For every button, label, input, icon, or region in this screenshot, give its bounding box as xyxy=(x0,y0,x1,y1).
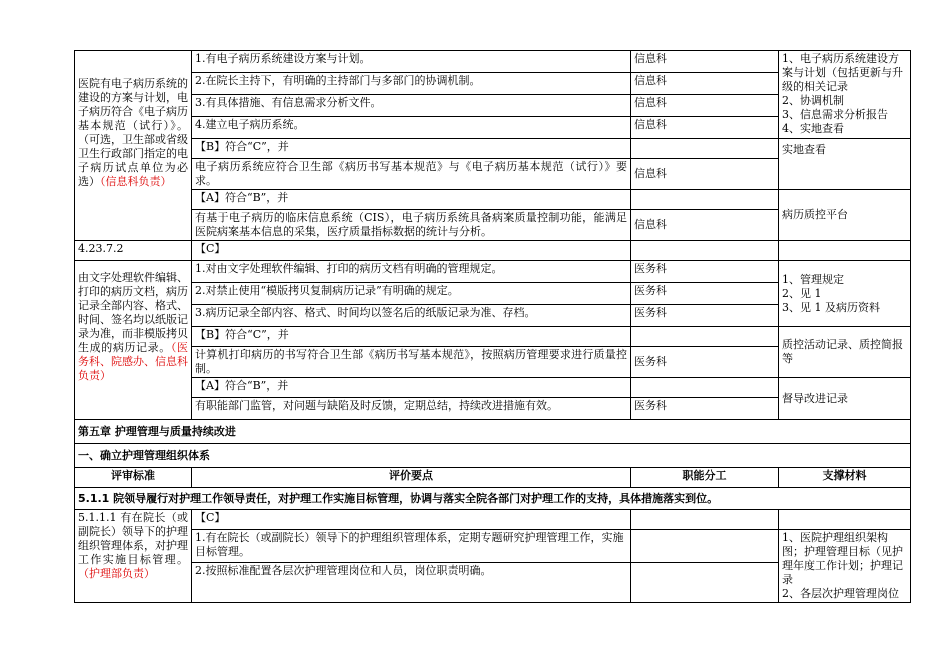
level-a-label: 【A】符合“B”，并 xyxy=(192,190,631,210)
dept-cell xyxy=(631,190,779,210)
level-c-label: 【C】 xyxy=(192,241,631,261)
materials-cell: 1、管理规定 2、见 1 3、见 1 及病历资料 xyxy=(779,261,911,327)
table-row xyxy=(75,444,911,468)
materials-cell: 1、医院护理组织架构图；护理管理目标（见护理年度工作计划；护理记录 2、各层次护理管理岗位 xyxy=(779,530,911,603)
table-row xyxy=(75,488,911,510)
point-cell: 2.按照标准配置各层次护理管理岗位和人员，岗位职责明确。 xyxy=(192,562,631,602)
standard-cell xyxy=(75,261,192,420)
table-row xyxy=(75,327,911,347)
dept-cell xyxy=(631,562,779,602)
responsible-dept: （医务科、院感办、信息科负责） xyxy=(78,341,189,382)
point-cell: 3.有具体措施、有信息需求分析文件。 xyxy=(192,95,631,117)
responsible-dept: （信息科负责） xyxy=(100,175,172,188)
dept-cell xyxy=(631,530,779,563)
point-cell: 计算机打印病历的书写符合卫生部《病历书写基本规范》，按照病历管理要求进行质量控制。 xyxy=(192,347,631,378)
point-cell: 电子病历系统应符合卫生部《病历书写基本规范》与《电子病历基本规范（试行）》要求。 xyxy=(192,159,631,190)
materials-cell: 质控活动记录、质控简报等 xyxy=(779,327,911,378)
point-cell: 1.有电子病历系统建设方案与计划。 xyxy=(192,51,631,73)
level-c-label: 【C】 xyxy=(192,510,631,530)
materials-cell: 实地查看 xyxy=(779,139,911,190)
dept-cell: 医务科 xyxy=(631,398,779,420)
dept-cell xyxy=(631,327,779,347)
table-row xyxy=(75,261,911,283)
table-row xyxy=(75,530,911,563)
table-row xyxy=(75,139,911,159)
header-standard: 评审标准 xyxy=(75,468,192,488)
standard-cell xyxy=(75,51,192,241)
dept-cell: 信息科 xyxy=(631,117,779,139)
point-cell: 有职能部门监管，对问题与缺陷及时反馈，定期总结，持续改进措施有效。 xyxy=(192,398,631,420)
dept-cell: 信息科 xyxy=(631,73,779,95)
chapter-title: 第五章 护理管理与质量持续改进 xyxy=(75,420,911,444)
dept-cell: 信息科 xyxy=(631,51,779,73)
point-cell: 1.有在院长（或副院长）领导下的护理组织管理体系，定期专题研究护理管理工作，实施目标管理。 xyxy=(192,530,631,563)
point-cell: 2.对禁止使用“模版拷贝复制病历记录”有明确的规定。 xyxy=(192,283,631,305)
dept-cell: 信息科 xyxy=(631,159,779,190)
table-row xyxy=(75,51,911,73)
dept-cell: 信息科 xyxy=(631,95,779,117)
materials-cell xyxy=(779,241,911,261)
dept-cell: 医务科 xyxy=(631,261,779,283)
table-row xyxy=(75,420,911,444)
level-b-label: 【B】符合“C”，并 xyxy=(192,139,631,159)
section-title: 一、确立护理管理组织体系 xyxy=(75,444,911,468)
header-materials: 支撑材料 xyxy=(779,468,911,488)
standard-text: 医院有电子病历系统的建设的方案与计划，电子病历符合《电子病历基本规范（试行）》。（可选，卫生部或省级卫生行政部门指定的电子病历试点单位为必选） xyxy=(78,77,188,188)
point-cell: 4.建立电子病历系统。 xyxy=(192,117,631,139)
table-row xyxy=(75,190,911,210)
point-cell: 3.病历记录全部内容、格式、时间均以签名后的纸版记录为准、存档。 xyxy=(192,305,631,327)
dept-cell xyxy=(631,510,779,530)
materials-cell: 病历质控平台 xyxy=(779,190,911,241)
table-row xyxy=(75,378,911,398)
point-cell: 2.在院长主持下，有明确的主持部门与多部门的协调机制。 xyxy=(192,73,631,95)
materials-cell xyxy=(779,510,911,530)
dept-cell: 医务科 xyxy=(631,347,779,378)
table-row xyxy=(75,510,911,530)
dept-cell xyxy=(631,241,779,261)
header-row xyxy=(75,468,911,488)
dept-cell: 信息科 xyxy=(631,210,779,241)
point-cell: 有基于电子病历的临床信息系统（CIS），电子病历系统具备病案质量控制功能，能满足医院病案基本信息的采集，医疗质量指标数据的统计与分析。 xyxy=(192,210,631,241)
materials-cell: 1、电子病历系统建设方案与计划（包括更新与升级的相关记录 2、协调机制 3、信息需求分析报告 4、实地查看 xyxy=(779,51,911,139)
standard-text: 由文字处理软件编辑、打印的病历文档，病历记录全部内容、格式、时间、签名均以纸版记录为准，而非模版拷贝生成的病历记录。 xyxy=(78,271,188,354)
dept-cell: 医务科 xyxy=(631,283,779,305)
article-title: 5.1.1 院领导履行对护理工作领导责任，对护理工作实施目标管理，协调与落实全院各部门对护理工作的支持，具体措施落实到位。 xyxy=(75,488,911,510)
dept-cell xyxy=(631,378,779,398)
header-points: 评价要点 xyxy=(192,468,631,488)
standard-cell xyxy=(75,510,192,603)
table-row xyxy=(75,241,911,261)
materials-cell: 督导改进记录 xyxy=(779,378,911,420)
evaluation-table xyxy=(74,50,911,603)
dept-cell xyxy=(631,139,779,159)
level-a-label: 【A】符合“B”，并 xyxy=(192,378,631,398)
standard-text: 5.1.1.1 有在院长（或副院长）领导下的护理组织管理体系，对护理工作实施目标管理。 xyxy=(78,511,188,566)
point-cell: 1.对由文字处理软件编辑、打印的病历文档有明确的管理规定。 xyxy=(192,261,631,283)
level-b-label: 【B】符合“C”，并 xyxy=(192,327,631,347)
header-dept: 职能分工 xyxy=(631,468,779,488)
standard-code: 4.23.7.2 xyxy=(75,241,192,261)
responsible-dept: （护理部负责） xyxy=(78,567,155,580)
dept-cell: 医务科 xyxy=(631,305,779,327)
